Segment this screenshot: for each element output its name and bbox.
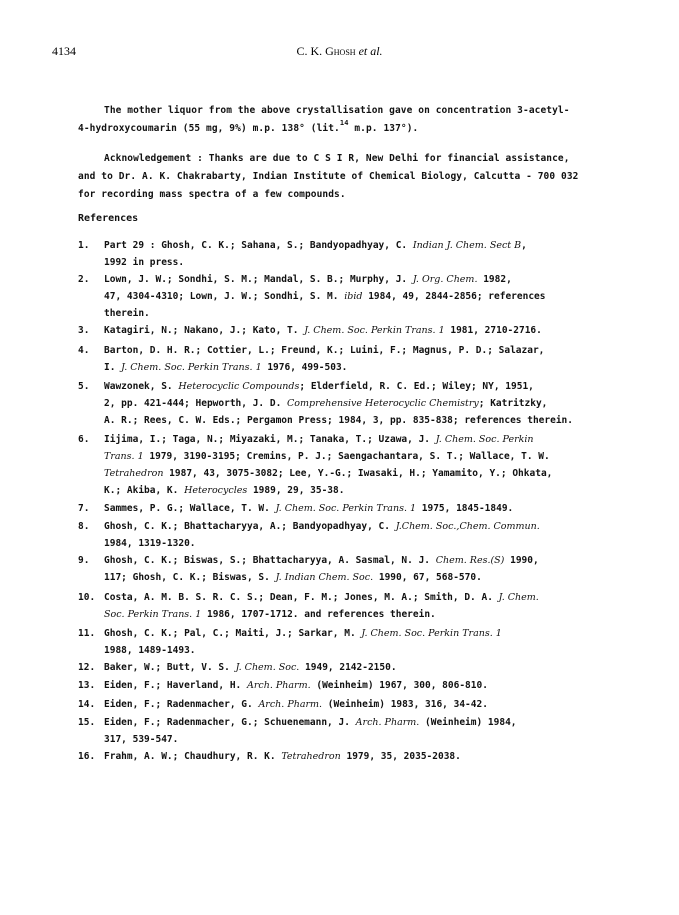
reference-item <box>78 431 618 499</box>
paragraph-line: The mother liquor from the above crystallisation gave on concentration 3-acetyl- <box>104 105 570 116</box>
journal-title: Arch. Pharm. <box>258 699 323 710</box>
reference-number: 1. <box>78 240 90 251</box>
reference-text <box>104 714 616 748</box>
reference-number: 13. <box>78 680 96 691</box>
reference-item <box>78 714 618 748</box>
reference-number: 14. <box>78 699 96 710</box>
text-run: Ghosh, C. K.; Bhattacharyya, A.; Bandyopadhyay, C. <box>104 521 396 532</box>
reference-line <box>104 342 616 359</box>
reference-text <box>104 552 616 586</box>
reference-item <box>78 378 618 429</box>
text-run: I. <box>104 362 122 373</box>
text-run: 1984, 49, 2844-2856; references <box>362 291 546 302</box>
journal-title: Soc. Perkin Trans. 1 <box>104 609 202 620</box>
reference-number: 7. <box>78 503 90 514</box>
reference-text <box>104 322 616 339</box>
journal-title: J. Chem. Soc. <box>235 662 300 673</box>
journal-title: J. Chem. Soc. Perkin Trans. 1 <box>304 325 445 336</box>
reference-item <box>78 659 618 676</box>
reference-item <box>78 589 618 623</box>
text-run: 1982, <box>477 274 512 285</box>
reference-line <box>104 714 616 731</box>
journal-title: Heterocycles <box>184 485 248 496</box>
text-run: (Weinheim) 1967, 300, 806-810. <box>310 680 488 691</box>
reference-line <box>104 677 616 694</box>
text-run: ; Elderfield, R. C. Ed.; Wiley; NY, 1951, <box>299 381 534 392</box>
reference-line <box>104 748 616 765</box>
journal-title: Chem. Res.(S) <box>435 555 505 566</box>
journal-title: Arch. Pharm. <box>247 680 311 691</box>
reference-number: 9. <box>78 555 90 566</box>
text-run: : Thanks are due to C S I R, New Delhi for financial assistance, <box>191 153 570 164</box>
reference-line <box>104 569 616 586</box>
reference-number: 4. <box>78 345 90 356</box>
reference-line <box>104 305 616 322</box>
text-run: 1992 in press. <box>104 257 185 268</box>
text-run: Barton, D. H. R.; Cottier, L.; Freund, K.; Luini, F.; Magnus, P. D.; Salazar, <box>104 345 545 356</box>
reference-line <box>104 254 616 271</box>
reference-number: 6. <box>78 434 90 445</box>
references-heading: References <box>78 213 139 224</box>
reference-text <box>104 271 616 322</box>
text-run: Sammes, P. G.; Wallace, T. W. <box>104 503 276 514</box>
text-run: Wawzonek, S. <box>104 381 179 392</box>
journal-title: Arch. Pharm. <box>355 717 420 728</box>
reference-text <box>104 748 616 765</box>
text-run: K.; Akiba, K. <box>104 485 185 496</box>
journal-title: Indian J. Chem. Sect B <box>412 240 522 251</box>
reference-line <box>104 642 616 659</box>
text-run: , <box>521 240 527 251</box>
reference-line <box>104 237 616 254</box>
reference-line <box>104 322 616 339</box>
text-run: 1990, <box>504 555 539 566</box>
reference-line <box>104 395 616 412</box>
text-run: 1976, 499-503. <box>261 362 348 373</box>
text-run: Baker, W.; Butt, V. S. <box>104 662 236 673</box>
journal-title: J.Chem. Soc.,Chem. Commun. <box>395 521 540 532</box>
reference-item <box>78 518 618 552</box>
reference-text <box>104 589 616 623</box>
journal-title: J. Chem. Soc. Perkin <box>435 434 534 445</box>
acknowledgement-heading: Acknowledgement <box>104 153 192 164</box>
text-run: Ghosh, C. K.; Biswas, S.; Bhattacharyya, A. Sasmal, N. J. <box>104 555 436 566</box>
reference-number: 15. <box>78 717 96 728</box>
text-run: 1975, 1845-1849. <box>416 503 514 514</box>
reference-number: 8. <box>78 521 90 532</box>
reference-line <box>104 500 616 517</box>
reference-item <box>78 552 618 586</box>
author-initials: C. K. <box>296 44 326 58</box>
reference-item <box>78 748 618 765</box>
reference-line <box>104 482 616 499</box>
reference-line <box>104 359 616 376</box>
text-run: 1981, 2710-2716. <box>444 325 542 336</box>
journal-title: ibid <box>344 291 363 302</box>
journal-title: Tetrahedron <box>104 468 164 479</box>
et-al: et al. <box>355 44 383 58</box>
reference-number: 5. <box>78 381 90 392</box>
text-run: m.p. 137°). <box>348 123 419 134</box>
reference-item <box>78 322 618 339</box>
journal-title: J. Chem. Soc. Perkin Trans. 1 <box>361 628 502 639</box>
mother-liquor-paragraph <box>78 102 616 138</box>
reference-item <box>78 500 618 517</box>
journal-title: J. Indian Chem. Soc. <box>275 572 374 583</box>
reference-text <box>104 378 616 429</box>
reference-text <box>104 696 616 713</box>
text-run: 317, 539-547. <box>104 734 179 745</box>
text-run: A. R.; Rees, C. W. Eds.; Pergamon Press; 1984, 3, pp. 835-838; references therein. <box>104 415 573 426</box>
text-run: 117; Ghosh, C. K.; Biswas, S. <box>104 572 276 583</box>
reference-text <box>104 659 616 676</box>
journal-title: J. Chem. <box>498 592 539 603</box>
reference-item <box>78 677 618 694</box>
running-header <box>0 44 679 59</box>
reference-number: 3. <box>78 325 90 336</box>
acknowledgement-paragraph <box>78 150 616 204</box>
reference-line <box>104 659 616 676</box>
text-run: 1988, 1489-1493. <box>104 645 196 656</box>
text-run: 47, 4304-4310; Lown, J. W.; Sondhi, S. M. <box>104 291 345 302</box>
reference-line <box>104 288 616 305</box>
paragraph-line <box>78 120 616 138</box>
reference-line <box>104 696 616 713</box>
text-run: Eiden, F.; Radenmacher, G. <box>104 699 259 710</box>
text-run: Katagiri, N.; Nakano, J.; Kato, T. <box>104 325 305 336</box>
text-run: 1984, 1319-1320. <box>104 538 196 549</box>
reference-text <box>104 518 616 552</box>
text-run: Costa, A. M. B. S. R. C. S.; Dean, F. M.; Jones, M. A.; Smith, D. A. <box>104 592 499 603</box>
paragraph-line: for recording mass spectra of a few compounds. <box>78 189 346 200</box>
reference-item <box>78 271 618 322</box>
journal-title: Comprehensive Heterocyclic Chemistry <box>287 398 479 409</box>
text-run: 1986, 1707-1712. and references therein. <box>201 609 436 620</box>
reference-line <box>104 465 616 482</box>
reference-item <box>78 696 618 713</box>
journal-title: Tetrahedron <box>281 751 341 762</box>
citation-superscript: 14 <box>339 119 349 127</box>
text-run: Eiden, F.; Radenmacher, G.; Schuenemann, J. <box>104 717 356 728</box>
reference-number: 10. <box>78 592 96 603</box>
text-run: Ghosh, C. K.; Pal, C.; Maiti, J.; Sarkar, M. <box>104 628 362 639</box>
reference-line <box>104 518 616 535</box>
reference-text <box>104 677 616 694</box>
reference-number: 12. <box>78 662 96 673</box>
reference-number: 2. <box>78 274 90 285</box>
journal-title: Heterocyclic Compounds <box>178 381 300 392</box>
journal-title: J. Chem. Soc. Perkin Trans. 1 <box>121 362 262 373</box>
text-run: 1989, 29, 35-38. <box>247 485 345 496</box>
author-surname: Ghosh <box>325 44 356 58</box>
reference-item <box>78 342 618 376</box>
text-run: Iijima, I.; Taga, N.; Miyazaki, M.; Tanaka, T.; Uzawa, J. <box>104 434 436 445</box>
reference-line <box>104 552 616 569</box>
text-run: ; Katritzky, <box>478 398 548 409</box>
reference-line <box>104 271 616 288</box>
text-run: 1987, 43, 3075-3082; Lee, Y.-G.; Iwasaki, H.; Yamamito, Y.; Ohkata, <box>163 468 553 479</box>
text-run: Frahm, A. W.; Chaudhury, R. K. <box>104 751 282 762</box>
reference-line <box>104 731 616 748</box>
reference-line <box>104 589 616 606</box>
reference-line <box>104 606 616 623</box>
reference-number: 16. <box>78 751 96 762</box>
text-run: (Weinheim) 1983, 316, 34-42. <box>322 699 488 710</box>
text-run: 1979, 35, 2035-2038. <box>340 751 461 762</box>
reference-text <box>104 431 616 499</box>
reference-line <box>104 625 616 642</box>
paragraph-line <box>78 150 616 168</box>
text-run: (Weinheim) 1984, <box>419 717 517 728</box>
text-run: 1949, 2142-2150. <box>299 662 397 673</box>
text-run: 4-hydroxycoumarin (55 mg, 9%) m.p. 138° (lit. <box>78 123 340 134</box>
reference-text <box>104 625 616 659</box>
reference-text <box>104 342 616 376</box>
page-number: 4134 <box>52 44 76 58</box>
reference-text <box>104 500 616 517</box>
text-run: Eiden, F.; Haverland, H. <box>104 680 247 691</box>
text-run: therein. <box>104 308 150 319</box>
journal-title: J. Chem. Soc. Perkin Trans. 1 <box>275 503 417 514</box>
reference-item <box>78 625 618 659</box>
reference-text <box>104 237 616 271</box>
reference-line <box>104 535 616 552</box>
text-run: Part 29 : Ghosh, C. K.; Sahana, S.; Bandyopadhyay, C. <box>104 240 413 251</box>
reference-number: 11. <box>78 628 96 639</box>
reference-item <box>78 237 618 271</box>
reference-line <box>104 431 616 448</box>
text-run: Lown, J. W.; Sondhi, S. M.; Mandal, S. B.; Murphy, J. <box>104 274 413 285</box>
journal-title: Trans. 1 <box>104 451 144 462</box>
text-run: 1979, 3190-3195; Cremins, P. J.; Saengachantara, S. T.; Wallace, T. W. <box>143 451 550 462</box>
reference-line <box>104 412 616 429</box>
text-run: 2, pp. 421-444; Hepworth, J. D. <box>104 398 288 409</box>
reference-line <box>104 448 616 465</box>
reference-line <box>104 378 616 395</box>
paragraph-line: and to Dr. A. K. Chakrabarty, Indian Institute of Chemical Biology, Calcutta - 700 032 <box>78 171 579 182</box>
text-run: 1990, 67, 568-570. <box>373 572 482 583</box>
journal-title: J. Org. Chem. <box>412 274 478 285</box>
